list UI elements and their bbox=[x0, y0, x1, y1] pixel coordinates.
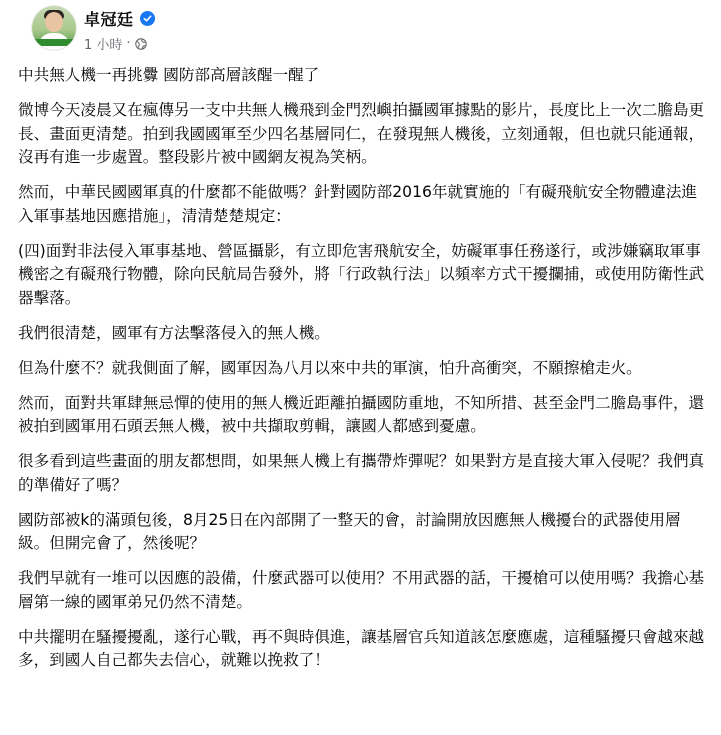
avatar-badge-strip bbox=[35, 39, 73, 46]
post-paragraph: 然而，面對共軍肆無忌憚的使用的無人機近距離拍攝國防重地，不知所措、甚至金門二膽島事件，還被拍到國軍用石頭丟無人機，被中共擷取剪輯，讓國人都感到憂慮。 bbox=[18, 393, 705, 435]
post-paragraph: 國防部被k的滿頭包後，8月25日在內部開了一整天的會，討論開放因應無人機擾台的武器使用層級。但開完會了，然後呢？ bbox=[18, 510, 681, 552]
globe-icon[interactable] bbox=[135, 38, 147, 50]
post-header bbox=[18, 0, 705, 62]
post-paragraph: (四)面對非法侵入軍事基地、營區攝影，有立即危害飛航安全，妨礙軍事任務遂行，或涉嫌竊取軍事機密之有礙飛行物體，除向民航局告發外，將「行政執行法」以頻率方式干擾攔捕，或使用防衛性武器擊落。 bbox=[18, 241, 705, 307]
post-meta bbox=[84, 34, 147, 53]
author-name[interactable]: 卓冠廷 bbox=[84, 10, 134, 29]
post-paragraph: 很多看到這些畫面的朋友都想問，如果無人機上有攜帶炸彈呢？如果對方是直接大軍入侵呢？我們真的準備好了嗎？ bbox=[18, 452, 705, 494]
post-paragraph: 但為什麼不？就我側面了解，國軍因為八月以來中共的軍演，怕升高衝突，不願擦槍走火。 bbox=[18, 358, 642, 377]
post-body bbox=[18, 64, 705, 673]
author-row bbox=[84, 7, 155, 30]
post-paragraph: 微博今天凌晨又在瘋傳另一支中共無人機飛到金門烈嶼拍攝國軍據點的影片，長度比上一次二膽島更長、畫面更清楚。拍到我國國軍至少四名基層同仁，在發現無人機後，立刻通報，但也就只能通報，沒再有進一步處置。整段影片被中國網友視為笑柄。 bbox=[18, 101, 705, 166]
avatar-face bbox=[45, 12, 63, 32]
post-paragraph: 我們早就有一堆可以因應的設備，什麼武器可以使用？不用武器的話，干擾槍可以使用嗎？我擔心基層第一線的國軍弟兄仍然不清楚。 bbox=[18, 569, 705, 611]
author-avatar[interactable] bbox=[32, 6, 76, 50]
post-title-paragraph: 中共無人機一再挑釁 國防部高層該醒一醒了 bbox=[18, 66, 320, 84]
post-timestamp[interactable]: 1 小時 bbox=[84, 38, 123, 53]
post-paragraph: 我們很清楚，國軍有方法擊落侵入的無人機。 bbox=[18, 323, 330, 342]
post-paragraph: 然而，中華民國國軍真的什麼都不能做嗎？針對國防部2016年就實施的「有礙飛航安全物體違法進入軍事基地因應措施」，清清楚楚規定： bbox=[18, 183, 698, 225]
post-paragraph: 中共擺明在騷擾擾亂，遂行心戰，再不與時俱進，讓基層官兵知道該怎麼應處，這種騷擾只會越來越多，到國人自己都失去信心，就難以挽救了！ bbox=[18, 627, 705, 669]
verified-badge-icon bbox=[140, 11, 155, 26]
meta-separator: · bbox=[126, 36, 131, 51]
